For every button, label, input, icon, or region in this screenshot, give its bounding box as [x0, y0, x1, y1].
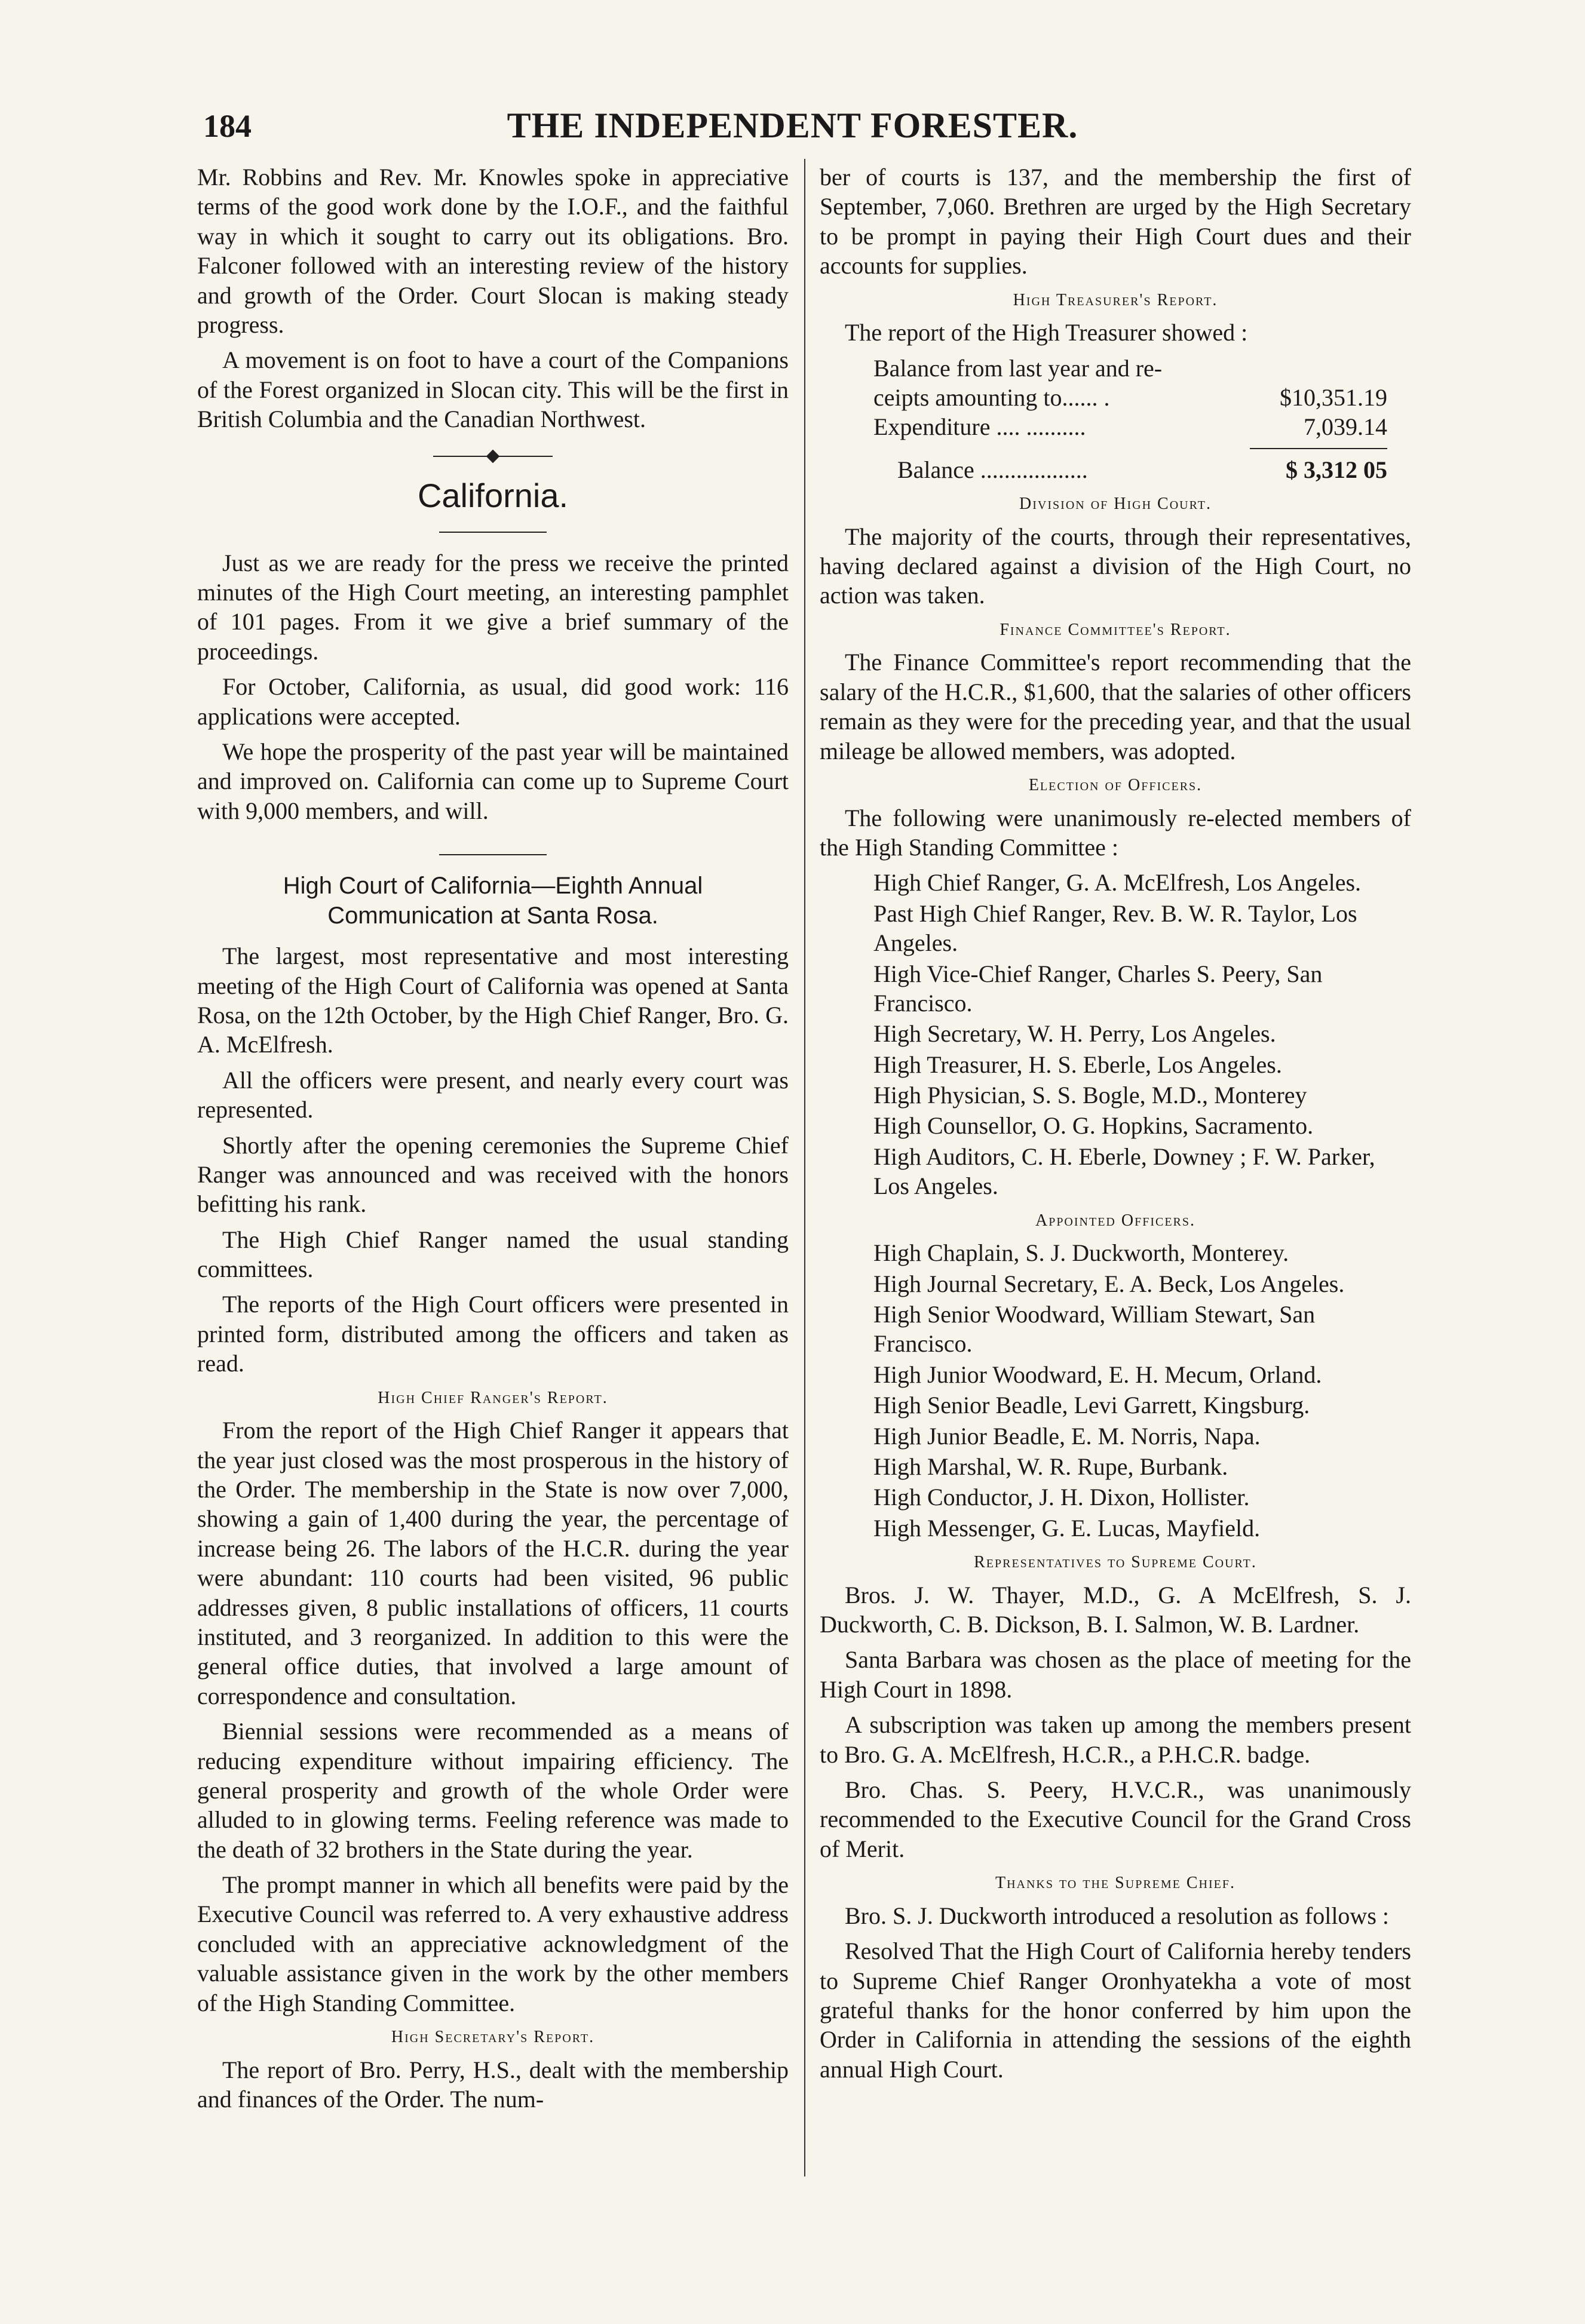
- list-item: High Treasurer, H. S. Eberle, Los Angeles.: [873, 1051, 1282, 1078]
- paragraph: The report of the High Treasurer showed :: [845, 319, 1248, 346]
- paragraph: The following were unanimously re-elected members of the High Standing Committee :: [820, 804, 1411, 861]
- subheading: Thanks to the Supreme Chief.: [995, 1874, 1235, 1893]
- paragraph: For October, California, as usual, did good work: 116 applications were accepted.: [197, 673, 789, 730]
- list-item: High Counsellor, O. G. Hopkins, Sacramento.: [873, 1112, 1314, 1140]
- divider: [439, 854, 547, 855]
- paragraph: From the report of the High Chief Ranger it appears that the year just closed was the most prosperous in the history of the Order. The membership in the State is now over 7,000, showing a gain of 1,400 during the year, the percentage of increase being 26. The labors of the H.C.R. during the year were abundant: 110 courts had been visited, 96 public addresses given, 8 public installations of officers, 11 courts instituted, and 3 reorganized. In addition to this were the general office duties, that involved a large amount of correspondence and consultation.: [197, 1417, 789, 1709]
- account-row: [873, 455, 1411, 484]
- paragraph: ber of courts is 137, and the membership the first of September, 7,060. Brethren are urged by the High Secretary to be prompt in paying their High Court dues and their accounts for supplies.: [820, 164, 1411, 280]
- list-item: High Messenger, G. E. Lucas, Mayfield.: [873, 1514, 1261, 1542]
- left-column: [197, 162, 789, 2120]
- list-item: Past High Chief Ranger, Rev. B. W. R. Taylor, Los Angeles.: [873, 899, 1357, 957]
- list-item: High Vice-Chief Ranger, Charles S. Peery, San Francisco.: [873, 960, 1323, 1017]
- subheading: Finance Committee's Report.: [1000, 620, 1231, 639]
- paragraph: The largest, most representative and most interesting meeting of the High Court of California was opened at Santa Rosa, on the 12th October, by the High Chief Ranger, Bro. G. A. McElfresh.: [197, 943, 789, 1058]
- account-value: $10,351.19: [1280, 383, 1387, 411]
- list-item: High Conductor, J. H. Dixon, Hollister.: [873, 1484, 1250, 1511]
- list-item: High Physician, S. S. Bogle, M.D., Monterey: [873, 1082, 1307, 1109]
- paragraph: The High Chief Ranger named the usual standing committees.: [197, 1226, 789, 1283]
- subheading: Election of Officers.: [1028, 775, 1203, 794]
- paragraph: Just as we are ready for the press we receive the printed minutes of the High Court meeting, an interesting pamphlet of 101 pages. From it we give a brief summary of the proceedings.: [197, 549, 789, 665]
- section-title-high-court: High Court of California—Eighth Annual Communication at Santa Rosa.: [283, 873, 703, 929]
- paragraph: Bros. J. W. Thayer, M.D., G. A McElfresh, S. J. Duckworth, C. B. Dickson, B. I. Salmon, W. B. Lardner.: [820, 1581, 1411, 1638]
- paragraph: Shortly after the opening ceremonies the Supreme Chief Ranger was announced and was received with the honors befitting his rank.: [197, 1131, 789, 1218]
- ornament-divider: [433, 456, 553, 457]
- sum-rule: [1250, 448, 1387, 449]
- elected-officers-list: [820, 868, 1411, 1201]
- list-item: High Junior Woodward, E. H. Mecum, Orland.: [873, 1361, 1322, 1388]
- paragraph: The prompt manner in which all benefits were paid by the Executive Council was referred to. A very exhaustive address concluded with an appreciative acknowledgment of the valuable assistance given in the work by the other members of the High Standing Committee.: [197, 1871, 789, 2016]
- paragraph: The reports of the High Court officers were presented in printed form, distributed among the officers and taken as read.: [197, 1291, 789, 1377]
- paragraph: Biennial sessions were recommended as a means of reducing expenditure without impairing efficiency. The general prosperity and growth of the whole Order were alluded to in glowing terms. Feeling reference was made to the death of 32 brothers in the State during the year.: [197, 1718, 789, 1863]
- list-item: High Journal Secretary, E. A. Beck, Los Angeles.: [873, 1270, 1345, 1297]
- subheading: Division of High Court.: [1019, 495, 1212, 514]
- paragraph: A subscription was taken up among the members present to Bro. G. A. McElfresh, H.C.R., a P.H.C.R. badge.: [820, 1711, 1411, 1768]
- column-divider: [804, 159, 805, 2176]
- appointed-officers-list: [820, 1238, 1411, 1543]
- account-value: 7,039.14: [1304, 413, 1387, 441]
- treasurer-account: [873, 354, 1411, 485]
- paragraph: The report of Bro. Perry, H.S., dealt with the membership and finances of the Order. The num-: [197, 2056, 789, 2113]
- list-item: High Chaplain, S. J. Duckworth, Monterey.: [873, 1239, 1289, 1267]
- running-title: THE INDEPENDENT FORESTER.: [507, 106, 1078, 145]
- paragraph: Bro. Chas. S. Peery, H.V.C.R., was unanimously recommended to the Executive Council for the Grand Cross of Merit.: [820, 1776, 1411, 1862]
- section-title-california: California.: [417, 476, 569, 514]
- paragraph: The Finance Committee's report recommending that the salary of the H.C.R., $1,600, that the salaries of other officers remain as they were for the preceding year, and that the usual mileage be allowed members, was adopted.: [820, 649, 1411, 765]
- list-item: High Junior Beadle, E. M. Norris, Napa.: [873, 1422, 1261, 1450]
- paragraph: We hope the prosperity of the past year will be maintained and improved on. California can come up to Supreme Court with 9,000 members, and will.: [197, 738, 789, 824]
- subheading: Representatives to Supreme Court.: [974, 1553, 1257, 1572]
- account-label: ceipts amounting to...... .: [873, 383, 1110, 411]
- subheading: High Chief Ranger's Report.: [378, 1388, 608, 1407]
- divider: [439, 532, 547, 533]
- account-label: Balance ..................: [897, 456, 1088, 483]
- list-item: High Senior Beadle, Levi Garrett, Kingsburg.: [873, 1392, 1310, 1419]
- subheading: Appointed Officers.: [1035, 1211, 1196, 1230]
- page-number: 184: [203, 108, 252, 144]
- paragraph: Mr. Robbins and Rev. Mr. Knowles spoke in appreciative terms of the good work done by the I.O.F., and the faithful way in which it sought to carry out its obligations. Bro. Falconer followed with an interesting review of the history and growth of the Order. Court Slocan is making steady progress.: [197, 164, 789, 338]
- list-item: High Senior Woodward, William Stewart, San Francisco.: [873, 1301, 1316, 1358]
- account-row: [873, 412, 1411, 441]
- paragraph: Resolved That the High Court of California hereby tenders to Supreme Chief Ranger Oronhyatekha a vote of most grateful thanks for the honor conferred by him upon the Order in California in attending the sessions of the eighth annual High Court.: [820, 1938, 1411, 2083]
- list-item: High Marshal, W. R. Rupe, Burbank.: [873, 1453, 1228, 1480]
- subheading: High Treasurer's Report.: [1013, 290, 1218, 309]
- account-value: $ 3,312 05: [1286, 456, 1387, 483]
- paragraph: The majority of the courts, through their representatives, having declared against a division of the High Court, no action was taken.: [820, 523, 1411, 609]
- paragraph: All the officers were present, and nearly every court was represented.: [197, 1066, 789, 1123]
- paragraph: Bro. S. J. Duckworth introduced a resolution as follows :: [845, 1902, 1389, 1929]
- right-column: [820, 162, 1411, 2090]
- account-label: Expenditure .... ..........: [873, 413, 1086, 441]
- list-item: High Chief Ranger, G. A. McElfresh, Los Angeles.: [873, 869, 1362, 897]
- account-row: [873, 383, 1411, 412]
- paragraph: Santa Barbara was chosen as the place of meeting for the High Court in 1898.: [820, 1646, 1411, 1703]
- account-line: Balance from last year and re-: [873, 354, 1163, 382]
- list-item: High Auditors, C. H. Eberle, Downey ; F. W. Parker, Los Angeles.: [873, 1143, 1375, 1200]
- subheading: High Secretary's Report.: [391, 2028, 595, 2047]
- list-item: High Secretary, W. H. Perry, Los Angeles.: [873, 1020, 1276, 1048]
- paragraph: A movement is on foot to have a court of the Companions of the Forest organized in Slocan city. This will be the first in British Columbia and the Canadian Northwest.: [197, 346, 789, 433]
